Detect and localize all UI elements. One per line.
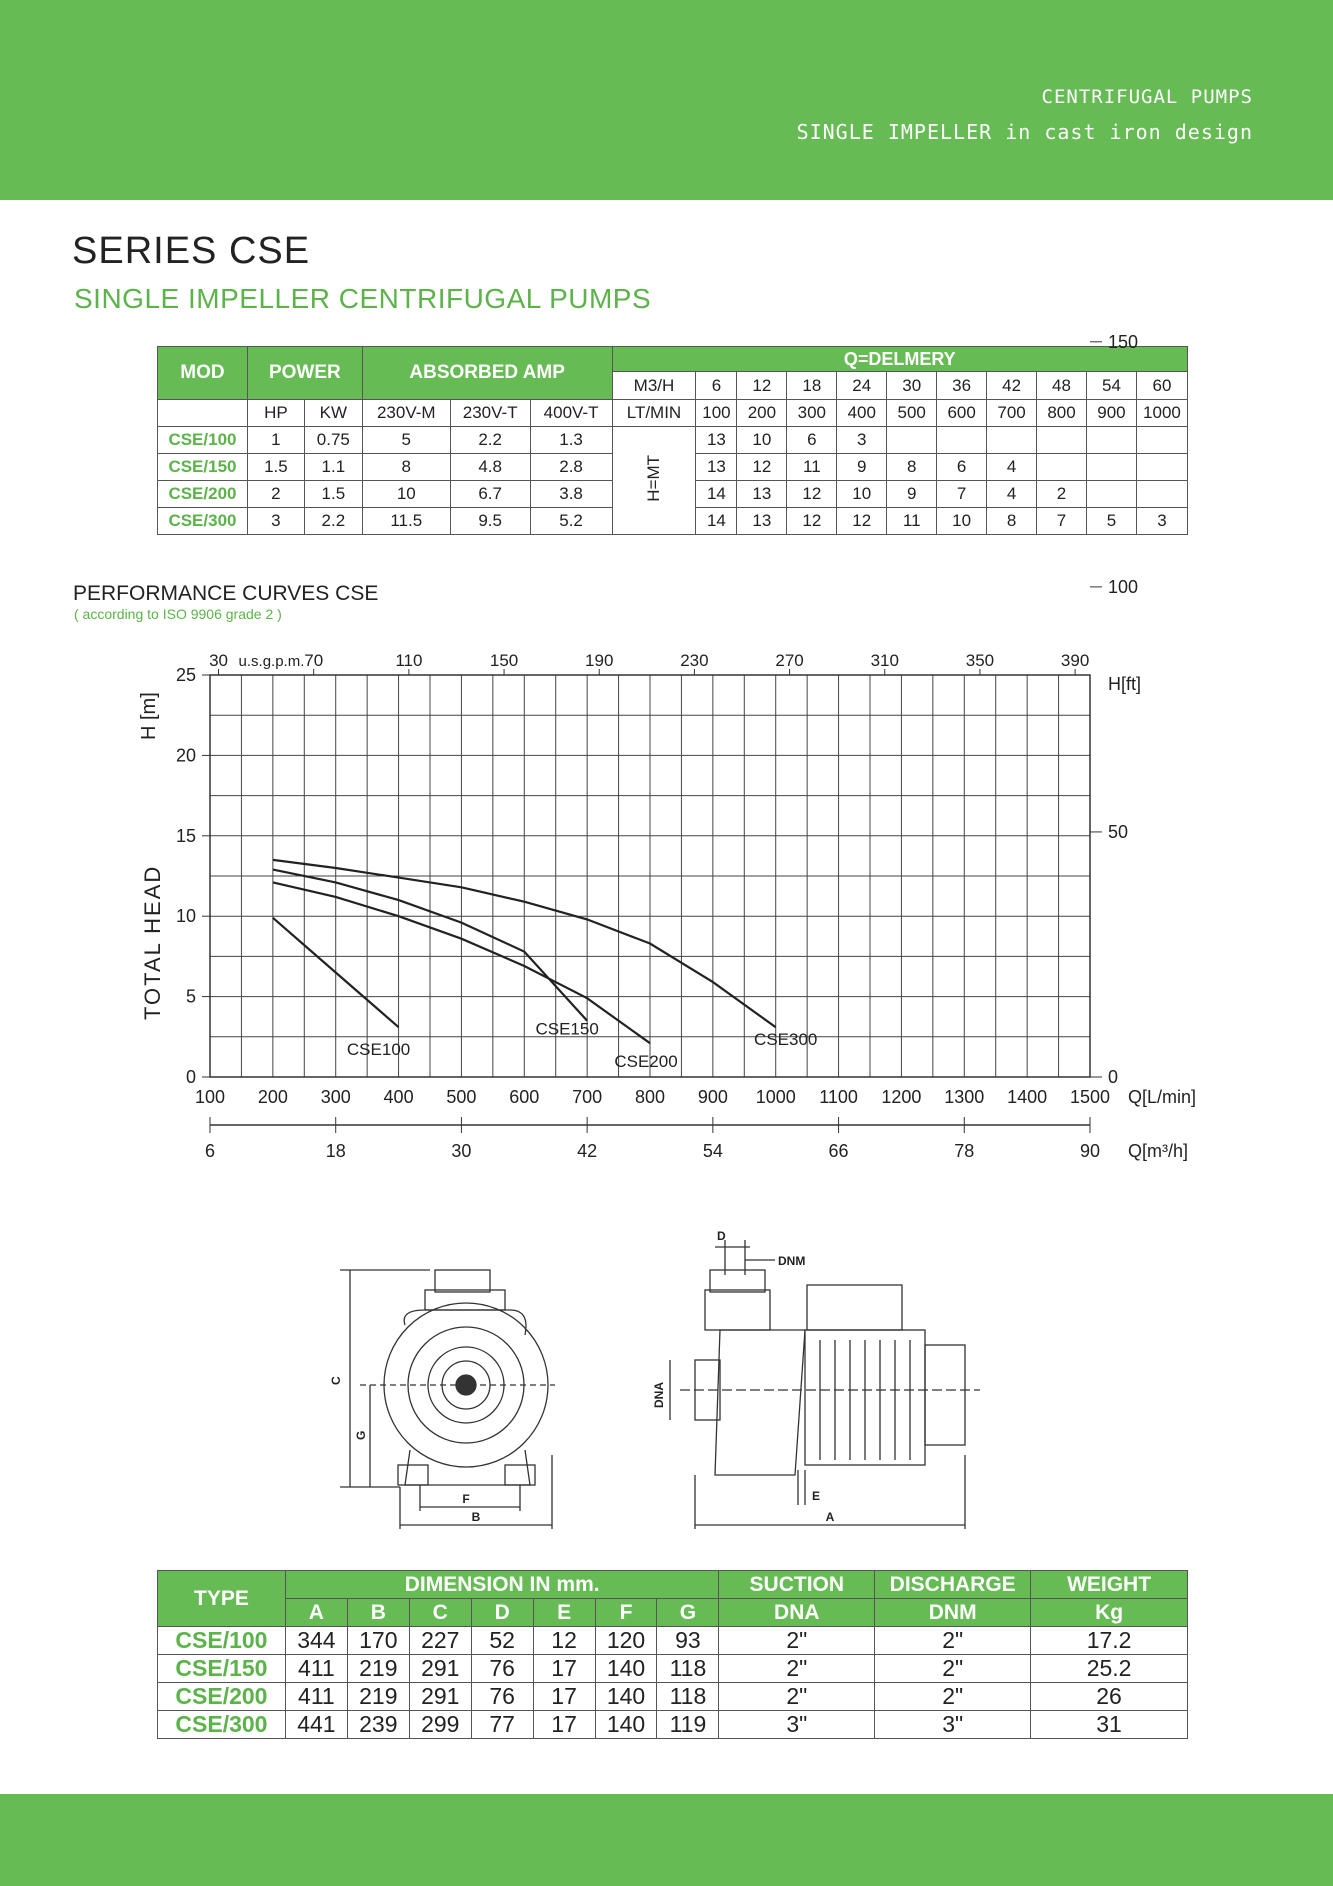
head-cell: 13	[737, 481, 787, 508]
dim-value-cell: 441	[285, 1711, 347, 1739]
dim-value-cell: 140	[595, 1711, 657, 1739]
y2-axis-label: H[ft]	[1108, 674, 1142, 694]
kg-subheader: Kg	[1031, 1599, 1188, 1627]
discharge-header: DISCHARGE	[875, 1571, 1031, 1599]
lmin-cell: 900	[1086, 400, 1136, 427]
dim-e-label: E	[812, 1489, 821, 1503]
lmin-cell: 400	[837, 400, 887, 427]
table-row	[158, 1683, 1188, 1711]
dim-value-cell: 119	[657, 1711, 719, 1739]
top-tick-label: 310	[870, 651, 899, 670]
head-cell	[1136, 427, 1187, 454]
x-tick-label: 1100	[819, 1087, 858, 1107]
hp-cell: 2	[247, 481, 304, 508]
x-tick-label: 400	[383, 1087, 414, 1107]
head-cell	[1086, 427, 1136, 454]
head-cell: 6	[937, 454, 987, 481]
weight-header: WEIGHT	[1031, 1571, 1188, 1599]
head-cell: 13	[696, 427, 737, 454]
dim-value-cell: 120	[595, 1627, 657, 1655]
head-cell	[1086, 454, 1136, 481]
a3-cell: 2.8	[530, 454, 612, 481]
x2-tick-label: 18	[325, 1141, 346, 1161]
top-tick-label: 230	[680, 651, 709, 670]
head-cell	[937, 427, 987, 454]
dim-dnm-label: DNM	[778, 1254, 806, 1268]
x-tick-label: 600	[509, 1087, 540, 1107]
dim-f-label: F	[462, 1492, 470, 1506]
y-tick-label: 20	[175, 745, 196, 766]
dim-value-cell: 227	[409, 1627, 471, 1655]
x2-tick-label: 42	[577, 1141, 598, 1161]
head-label-cell	[612, 427, 696, 535]
m3h-cell: 6	[696, 372, 737, 400]
dimension-table	[157, 1570, 1188, 1739]
head-cell: 9	[837, 454, 887, 481]
dimension-col-headers	[158, 1599, 1188, 1627]
mod-header: MOD	[158, 347, 248, 400]
dim-b-label: B	[471, 1510, 481, 1524]
dna-subheader: DNA	[719, 1599, 875, 1627]
head-label: H=MT	[643, 454, 663, 502]
dim-value-cell: 118	[657, 1655, 719, 1683]
x2-tick-label: 90	[1079, 1141, 1101, 1161]
a2-cell: 2.2	[450, 427, 530, 454]
dim-col-header: C	[409, 1599, 471, 1627]
kw-cell: 1.1	[304, 454, 362, 481]
dim-value-cell: 76	[471, 1683, 533, 1711]
dim-value-cell: 17	[533, 1683, 595, 1711]
top-tick-label: 70	[304, 651, 324, 670]
a3-cell: 5.2	[530, 508, 612, 535]
series-subtitle: SINGLE IMPELLER CENTRIFUGAL PUMPS	[74, 283, 652, 314]
a2-cell: 4.8	[450, 454, 530, 481]
dim-value-cell: 17	[533, 1655, 595, 1683]
head-cell: 7	[937, 481, 987, 508]
dim-col-header: B	[347, 1599, 409, 1627]
dnm-cell: 2"	[875, 1655, 1031, 1683]
dim-col-header: G	[657, 1599, 719, 1627]
dim-value-cell: 140	[595, 1683, 657, 1711]
x-tick-label: 300	[320, 1087, 351, 1107]
y-tick-label: 10	[175, 906, 196, 927]
table-row	[158, 1711, 1188, 1739]
kw-cell: 1.5	[304, 481, 362, 508]
x-tick-label: 1300	[944, 1087, 985, 1107]
dim-value-cell: 299	[409, 1711, 471, 1739]
model-cell: CSE/300	[158, 508, 248, 535]
dim-value-cell: 17	[533, 1711, 595, 1739]
dim-col-header: F	[595, 1599, 657, 1627]
dim-value-cell: 76	[471, 1655, 533, 1683]
footer-band	[0, 1794, 1333, 1886]
x-tick-label: 500	[446, 1087, 477, 1107]
series-label: CSE300	[754, 1030, 818, 1050]
dim-col-header: D	[471, 1599, 533, 1627]
head-cell: 14	[696, 481, 737, 508]
x-tick-label: 200	[257, 1087, 288, 1107]
y2-tick-label: 50	[1108, 821, 1129, 842]
a3-cell: 3.8	[530, 481, 612, 508]
head-cell: 13	[737, 508, 787, 535]
hp-cell: 3	[247, 508, 304, 535]
x2-tick-label: 30	[451, 1141, 472, 1161]
series-label: CSE100	[346, 1040, 411, 1060]
a1-cell: 8	[362, 454, 450, 481]
dim-d-label: D	[717, 1229, 726, 1243]
dnm-cell: 2"	[875, 1627, 1031, 1655]
m3h-cell: 30	[887, 372, 937, 400]
y2-tick-label: 0	[1108, 1067, 1119, 1087]
a1-cell: 5	[362, 427, 450, 454]
y-axis-label: TOTAL HEAD	[140, 864, 165, 1020]
a1-cell: 10	[362, 481, 450, 508]
head-cell: 9	[887, 481, 937, 508]
a1-cell: 11.5	[362, 508, 450, 535]
hp-cell: 1.5	[247, 454, 304, 481]
kg-cell: 25.2	[1031, 1655, 1188, 1683]
a2-cell: 9.5	[450, 508, 530, 535]
top-tick-label: 270	[775, 651, 804, 670]
top-tick-label: 390	[1060, 651, 1090, 670]
dim-value-cell: 291	[409, 1655, 471, 1683]
kg-cell: 31	[1031, 1711, 1188, 1739]
dim-c-label: C	[329, 1376, 343, 1385]
series-title: SERIES CSE	[72, 230, 311, 272]
a2-cell: 6.7	[450, 481, 530, 508]
head-cell: 11	[787, 454, 837, 481]
suction-header: SUCTION	[719, 1571, 875, 1599]
dna-cell: 2"	[719, 1655, 875, 1683]
amp-230m-label: 230V-M	[362, 400, 450, 427]
head-cell: 10	[837, 481, 887, 508]
hp-label: HP	[247, 400, 304, 427]
lmin-cell: 500	[887, 400, 937, 427]
head-cell: 12	[737, 454, 787, 481]
table-row	[158, 1655, 1188, 1683]
dim-value-cell: 93	[657, 1627, 719, 1655]
power-header: POWER	[247, 347, 362, 400]
x2-axis-label: Q[m³/h]	[1128, 1141, 1189, 1161]
m3h-label: M3/H	[612, 372, 696, 400]
table-row	[158, 1627, 1188, 1655]
performance-curves-title: PERFORMANCE CURVES CSE	[73, 582, 379, 605]
dna-cell: 3"	[719, 1711, 875, 1739]
amp-230t-label: 230V-T	[450, 400, 530, 427]
model-cell: CSE/100	[158, 1627, 286, 1655]
head-cell: 12	[787, 508, 837, 535]
x2-tick-label: 66	[828, 1141, 849, 1161]
head-cell: 3	[837, 427, 887, 454]
head-cell: 10	[937, 508, 987, 535]
performance-curves-note: ( according to ISO 9906 grade 2 )	[74, 606, 282, 622]
x2-tick-label: 78	[954, 1141, 975, 1161]
lmin-cell: 700	[987, 400, 1037, 427]
a3-cell: 1.3	[530, 427, 612, 454]
dim-value-cell: 291	[409, 1683, 471, 1711]
m3h-cell: 42	[987, 372, 1037, 400]
head-cell	[1136, 454, 1187, 481]
head-cell: 4	[987, 454, 1037, 481]
dnm-cell: 3"	[875, 1711, 1031, 1739]
dim-value-cell: 12	[533, 1627, 595, 1655]
x-tick-label: 1200	[881, 1087, 922, 1107]
head-cell: 2	[1037, 481, 1087, 508]
table-row	[158, 427, 1188, 454]
lmin-cell: 100	[696, 400, 737, 427]
performance-table	[157, 346, 1188, 535]
dimension-header: DIMENSION IN mm.	[285, 1571, 718, 1599]
head-cell: 8	[987, 508, 1037, 535]
x2-tick-label: 6	[204, 1141, 216, 1161]
head-cell: 3	[1136, 508, 1187, 535]
head-cell: 14	[696, 508, 737, 535]
dim-value-cell: 170	[347, 1627, 409, 1655]
x-tick-label: 1400	[1007, 1087, 1048, 1107]
dim-value-cell: 411	[285, 1683, 347, 1711]
head-cell: 5	[1086, 508, 1136, 535]
dim-value-cell: 411	[285, 1655, 347, 1683]
model-cell: CSE/200	[158, 1683, 286, 1711]
dim-value-cell: 344	[285, 1627, 347, 1655]
x-axis-label: Q[L/min]	[1128, 1087, 1197, 1107]
head-cell	[1086, 481, 1136, 508]
lmin-cell: 1000	[1136, 400, 1187, 427]
pump-side-view	[670, 1240, 980, 1529]
dim-value-cell: 239	[347, 1711, 409, 1739]
lmin-row	[158, 400, 1188, 427]
y2-tick-label: 150	[1108, 331, 1139, 352]
head-cell: 7	[1037, 508, 1087, 535]
head-cell: 4	[987, 481, 1037, 508]
m3h-cell: 36	[937, 372, 987, 400]
dim-value-cell: 118	[657, 1683, 719, 1711]
series-label: CSE200	[614, 1052, 678, 1072]
type-header: TYPE	[158, 1571, 286, 1627]
top-tick-label: 150	[489, 651, 519, 670]
head-cell: 12	[787, 481, 837, 508]
absorbed-amp-header: ABSORBED AMP	[362, 347, 612, 400]
lmin-label: LT/MIN	[612, 400, 696, 427]
model-cell: CSE/100	[158, 427, 248, 454]
header-line-1: CENTRIFUGAL PUMPS	[1041, 86, 1253, 108]
dim-dna-label: DNA	[652, 1382, 666, 1408]
head-cell	[1037, 427, 1087, 454]
x-tick-label: 700	[572, 1087, 603, 1107]
x-tick-label: 900	[697, 1087, 728, 1107]
head-cell	[987, 427, 1037, 454]
head-cell: 6	[787, 427, 837, 454]
dim-value-cell: 219	[347, 1655, 409, 1683]
header-line-2: SINGLE IMPELLER in cast iron design	[796, 120, 1253, 144]
head-cell: 12	[837, 508, 887, 535]
model-cell: CSE/150	[158, 1655, 286, 1683]
pump-front-view	[340, 1270, 555, 1529]
dnm-cell: 2"	[875, 1683, 1031, 1711]
lmin-cell: 300	[787, 400, 837, 427]
model-cell: CSE/150	[158, 454, 248, 481]
x-tick-label: 100	[194, 1087, 226, 1107]
dim-a-label: A	[825, 1510, 835, 1524]
series-label: CSE150	[535, 1019, 599, 1039]
m3h-cell: 12	[737, 372, 787, 400]
m3h-cell: 54	[1086, 372, 1136, 400]
top-tick-label: 350	[965, 651, 995, 670]
kg-cell: 26	[1031, 1683, 1188, 1711]
x-tick-label: 1500	[1069, 1087, 1111, 1107]
x-tick-label: 800	[634, 1087, 666, 1107]
delivery-header: Q=DELMERY	[612, 347, 1187, 372]
head-cell	[1136, 481, 1187, 508]
top-axis-label: u.s.g.p.m.	[238, 653, 305, 670]
mod-blank	[158, 400, 248, 427]
dim-value-cell: 52	[471, 1627, 533, 1655]
x-tick-label: 1000	[755, 1087, 796, 1107]
y-tick-label: 15	[175, 825, 196, 846]
dna-cell: 2"	[719, 1683, 875, 1711]
kg-cell: 17.2	[1031, 1627, 1188, 1655]
model-cell: CSE/200	[158, 481, 248, 508]
dim-col-header: E	[533, 1599, 595, 1627]
m3h-cell: 60	[1136, 372, 1187, 400]
dim-value-cell: 140	[595, 1655, 657, 1683]
m3h-cell: 24	[837, 372, 887, 400]
kw-label: KW	[304, 400, 362, 427]
m3h-cell: 48	[1037, 372, 1087, 400]
dim-value-cell: 219	[347, 1683, 409, 1711]
top-tick-label: 110	[395, 651, 423, 670]
dim-g-label: G	[354, 1430, 368, 1440]
dnm-subheader: DNM	[875, 1599, 1031, 1627]
model-cell: CSE/300	[158, 1711, 286, 1739]
y-tick-label: 5	[185, 986, 196, 1007]
y-axis-unit: H [m]	[138, 692, 160, 740]
top-tick-label: 190	[585, 651, 614, 670]
kw-cell: 0.75	[304, 427, 362, 454]
head-cell: 13	[696, 454, 737, 481]
pump-drawings	[320, 1215, 1040, 1545]
head-cell: 11	[887, 508, 937, 535]
dna-cell: 2"	[719, 1627, 875, 1655]
head-cell	[1037, 454, 1087, 481]
y2-tick-label: 100	[1108, 576, 1139, 597]
head-cell: 10	[737, 427, 787, 454]
head-cell	[887, 427, 937, 454]
y-tick-label: 0	[185, 1067, 196, 1087]
top-tick-label: 30	[209, 651, 228, 670]
m3h-cell: 18	[787, 372, 837, 400]
kw-cell: 2.2	[304, 508, 362, 535]
dim-col-header: A	[285, 1599, 347, 1627]
lmin-cell: 800	[1037, 400, 1087, 427]
dim-value-cell: 77	[471, 1711, 533, 1739]
hp-cell: 1	[247, 427, 304, 454]
lmin-cell: 200	[737, 400, 787, 427]
x2-tick-label: 54	[702, 1141, 723, 1161]
head-cell: 8	[887, 454, 937, 481]
lmin-cell: 600	[937, 400, 987, 427]
y-tick-label: 25	[175, 665, 196, 685]
amp-400t-label: 400V-T	[530, 400, 612, 427]
